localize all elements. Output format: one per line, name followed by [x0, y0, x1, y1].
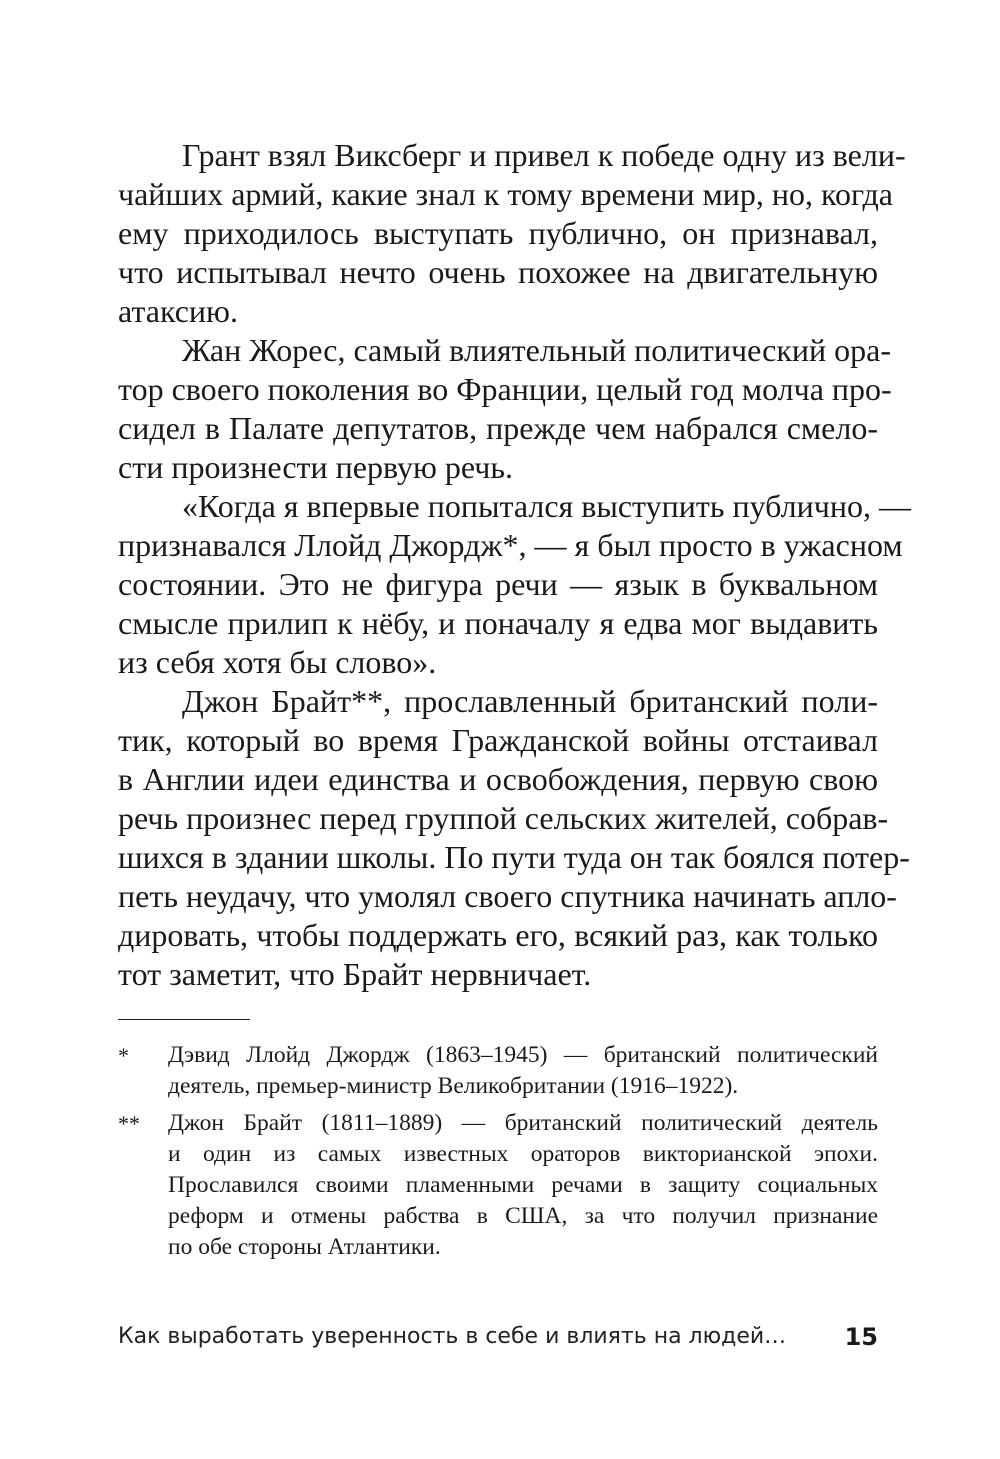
text-line: сидел в Палате депутатов, прежде чем набрался смело- [118, 410, 878, 446]
text-line: признавался Ллойд Джордж*, — я был просто в ужасном [118, 527, 903, 563]
paragraph [118, 331, 892, 487]
running-footer [118, 1320, 878, 1354]
text-line: смысле прилип к нёбу, и поначалу я едва мог выдавить [118, 605, 878, 641]
text-line: речь произнес перед группой сельских жителей, собрав- [118, 800, 889, 836]
page-number: 15 [844, 1323, 878, 1351]
footnote-line: Прославился своими пламенными речами в защиту социальных [168, 1172, 878, 1198]
paragraph [118, 487, 911, 682]
text-line: Жан Жорес, самый влиятельный политический ора- [182, 332, 891, 368]
text-line: тик, который во время Гражданской войны отстаивал [118, 722, 878, 758]
footnote-line: Дэвид Ллойд Джордж (1863–1945) — британский политический [168, 1042, 878, 1068]
text-line: Грант взял Виксберг и привел к победе одну из вели- [182, 137, 906, 173]
text-line: из себя хотя бы слово». [118, 644, 437, 680]
paragraph [118, 682, 910, 994]
text-line: петь неудачу, что умолял своего спутника начинать апло- [118, 878, 897, 914]
footnote-line: и один из самых известных ораторов викторианской эпохи. [168, 1141, 878, 1167]
footnote-mark: ** [118, 1111, 140, 1136]
text-line: тор своего поколения во Франции, целый год молча про- [118, 371, 892, 407]
footnote-mark: * [118, 1043, 129, 1068]
text-line: чайших армий, какие знал к тому времени мир, но, когда [118, 176, 893, 212]
body-text [118, 136, 911, 994]
text-line: шихся в здании школы. По пути туда он так боялся потер- [118, 839, 910, 875]
footnote-separator [118, 1019, 250, 1020]
text-line: «Когда я впервые попытался выступить публично, — [182, 488, 911, 524]
footnote-line: Джон Брайт (1811–1889) — британский политический деятель [168, 1110, 878, 1136]
text-line: Джон Брайт**, прославленный британский поли- [182, 683, 878, 719]
text-line: что испытывал нечто очень похожее на двигательную [118, 254, 878, 290]
footnote-line: реформ и отмены рабства в США, за что получил признание [168, 1203, 878, 1229]
paragraph [118, 136, 906, 331]
text-line: сти произнести первую речь. [118, 449, 513, 485]
text-line: ему приходилось выступать публично, он признавал, [118, 215, 878, 251]
text-line: атаксию. [118, 293, 238, 329]
footnote-text [168, 1040, 878, 1102]
text-line: в Англии идеи единства и освобождения, первую свою [118, 761, 878, 797]
footnotes [118, 1040, 878, 1269]
footnote-line: деятель, премьер-министр Великобритании (1916–1922). [168, 1073, 739, 1099]
footnote-line: по обе стороны Атлантики. [168, 1234, 441, 1260]
book-title: Как выработать уверенность в себе и влиять на людей… [118, 1324, 787, 1349]
text-line: дировать, чтобы поддержать его, всякий раз, как только [118, 917, 878, 953]
text-line: состоянии. Это не фигура речи — язык в буквальном [118, 566, 878, 602]
footnote [118, 1040, 878, 1102]
text-line: тот заметит, что Брайт нервничает. [118, 956, 592, 992]
footnote-text [168, 1108, 878, 1263]
footnote [118, 1108, 878, 1263]
